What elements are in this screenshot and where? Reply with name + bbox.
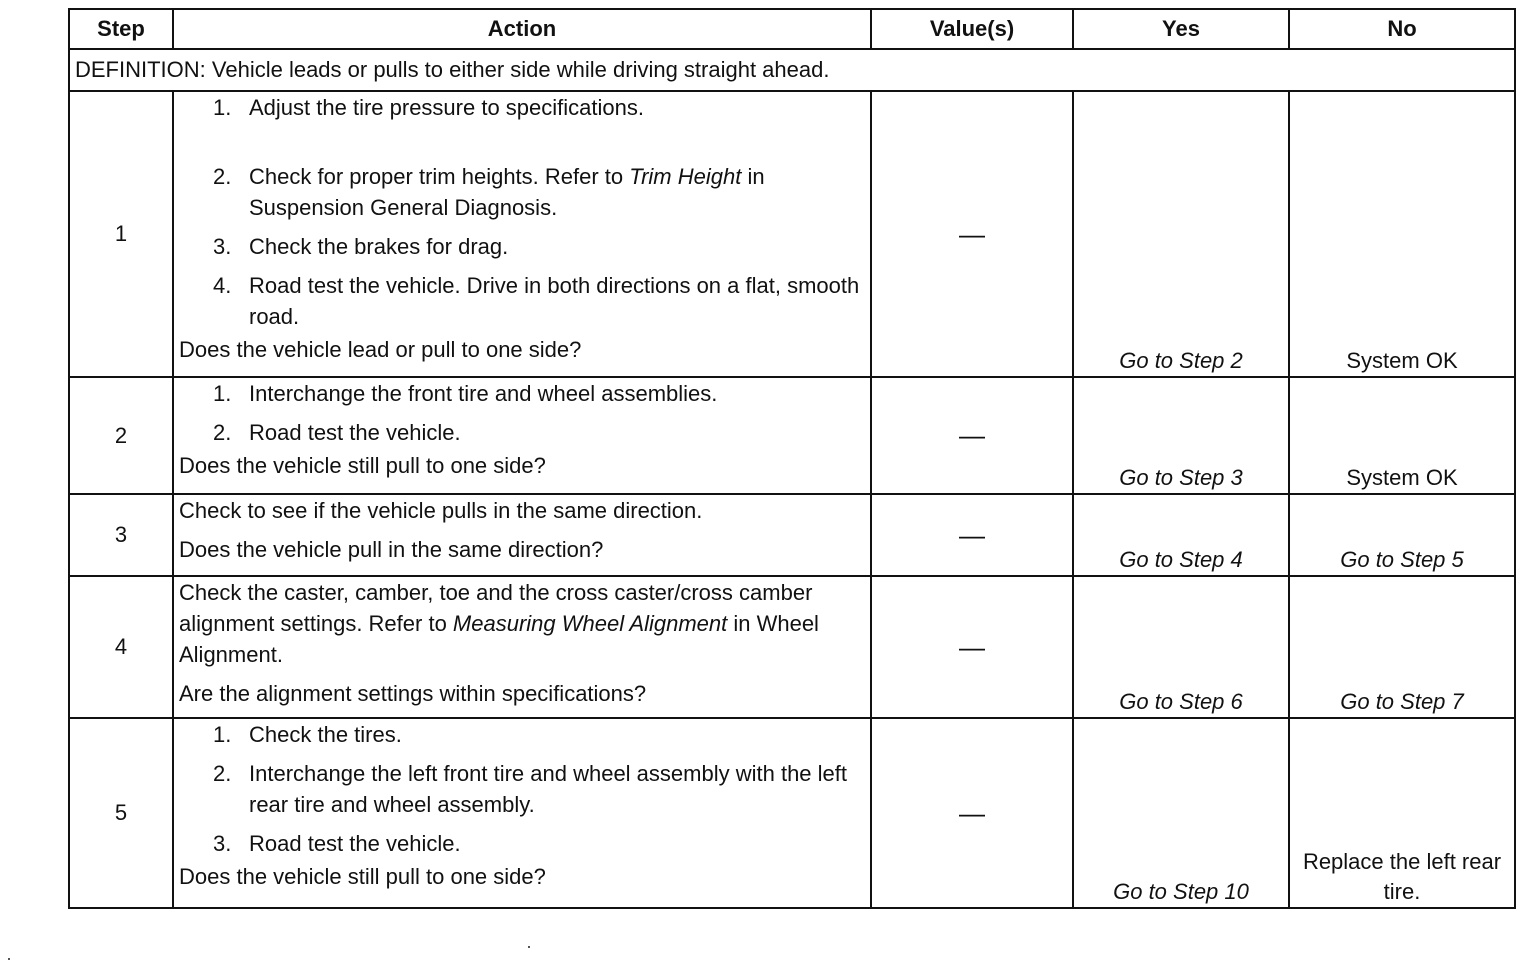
question-text: Does the vehicle pull in the same direction?	[179, 537, 604, 562]
value-cell: —	[871, 91, 1073, 377]
reference-link: Measuring Wheel Alignment	[452, 611, 728, 636]
list-item: 2. Check for proper trim heights. Refer to Trim Height in Suspension General Diagnosis.	[213, 164, 765, 220]
diagnostic-table	[68, 8, 1516, 909]
header-action: Action	[173, 9, 871, 49]
list-item: 2. Road test the vehicle.	[213, 420, 461, 445]
table-row	[69, 576, 1515, 718]
table-row	[69, 494, 1515, 576]
action-cell	[173, 576, 871, 718]
no-cell: Go to Step 5	[1289, 494, 1515, 576]
question-text: Does the vehicle still pull to one side?	[179, 453, 546, 478]
no-cell: Go to Step 7	[1289, 576, 1515, 718]
table-row	[69, 718, 1515, 908]
action-cell	[173, 494, 871, 576]
yes-cell: Go to Step 2	[1073, 91, 1289, 377]
question-text: Are the alignment settings within specifications?	[179, 681, 647, 706]
question-text: Does the vehicle still pull to one side?	[179, 864, 546, 889]
reference-link: Trim Height	[629, 164, 742, 189]
value-cell: —	[871, 718, 1073, 908]
list-item: 3. Check the brakes for drag.	[213, 234, 509, 259]
list-item: 4. Road test the vehicle. Drive in both directions on a flat, smooth road.	[213, 273, 860, 329]
list-item: 1. Interchange the front tire and wheel assemblies.	[213, 381, 718, 406]
step-number: 1	[69, 91, 173, 377]
step-number: 5	[69, 718, 173, 908]
header-step: Step	[69, 9, 173, 49]
action-list	[179, 92, 865, 332]
no-cell: System OK	[1289, 91, 1515, 377]
header-row	[69, 9, 1515, 49]
action-list	[179, 719, 865, 859]
action-list	[179, 378, 865, 448]
table-row	[69, 377, 1515, 494]
step-number: 3	[69, 494, 173, 576]
list-item: 1. Check the tires.	[213, 722, 402, 747]
instruction-text: Check the caster, camber, toe and the cross caster/cross camber alignment settings. Refer to Measuring Wheel Alignment in Wheel Alignment.	[179, 580, 819, 667]
list-item: 3. Road test the vehicle.	[213, 831, 461, 856]
yes-cell: Go to Step 3	[1073, 377, 1289, 494]
value-cell: —	[871, 576, 1073, 718]
yes-cell: Go to Step 6	[1073, 576, 1289, 718]
action-cell	[173, 718, 871, 908]
scan-speck	[528, 946, 530, 948]
yes-cell: Go to Step 10	[1073, 718, 1289, 908]
list-item: 1. Adjust the tire pressure to specifications.	[213, 95, 644, 120]
action-cell	[173, 377, 871, 494]
list-item: 2. Interchange the left front tire and wheel assembly with the left rear tire and wheel assembly.	[213, 761, 847, 817]
header-no: No	[1289, 9, 1515, 49]
no-cell: Replace the left rear tire.	[1289, 718, 1515, 908]
no-cell: System OK	[1289, 377, 1515, 494]
scan-speck	[8, 958, 10, 960]
value-cell: —	[871, 377, 1073, 494]
value-cell: —	[871, 494, 1073, 576]
header-yes: Yes	[1073, 9, 1289, 49]
definition-row	[69, 49, 1515, 91]
step-number: 2	[69, 377, 173, 494]
question-text: Does the vehicle lead or pull to one side?	[179, 337, 582, 362]
instruction-text: Check to see if the vehicle pulls in the same direction.	[179, 498, 703, 523]
header-values: Value(s)	[871, 9, 1073, 49]
yes-cell: Go to Step 4	[1073, 494, 1289, 576]
action-cell	[173, 91, 871, 377]
step-number: 4	[69, 576, 173, 718]
table-row	[69, 91, 1515, 377]
definition-text: DEFINITION: Vehicle leads or pulls to either side while driving straight ahead.	[69, 49, 1515, 91]
